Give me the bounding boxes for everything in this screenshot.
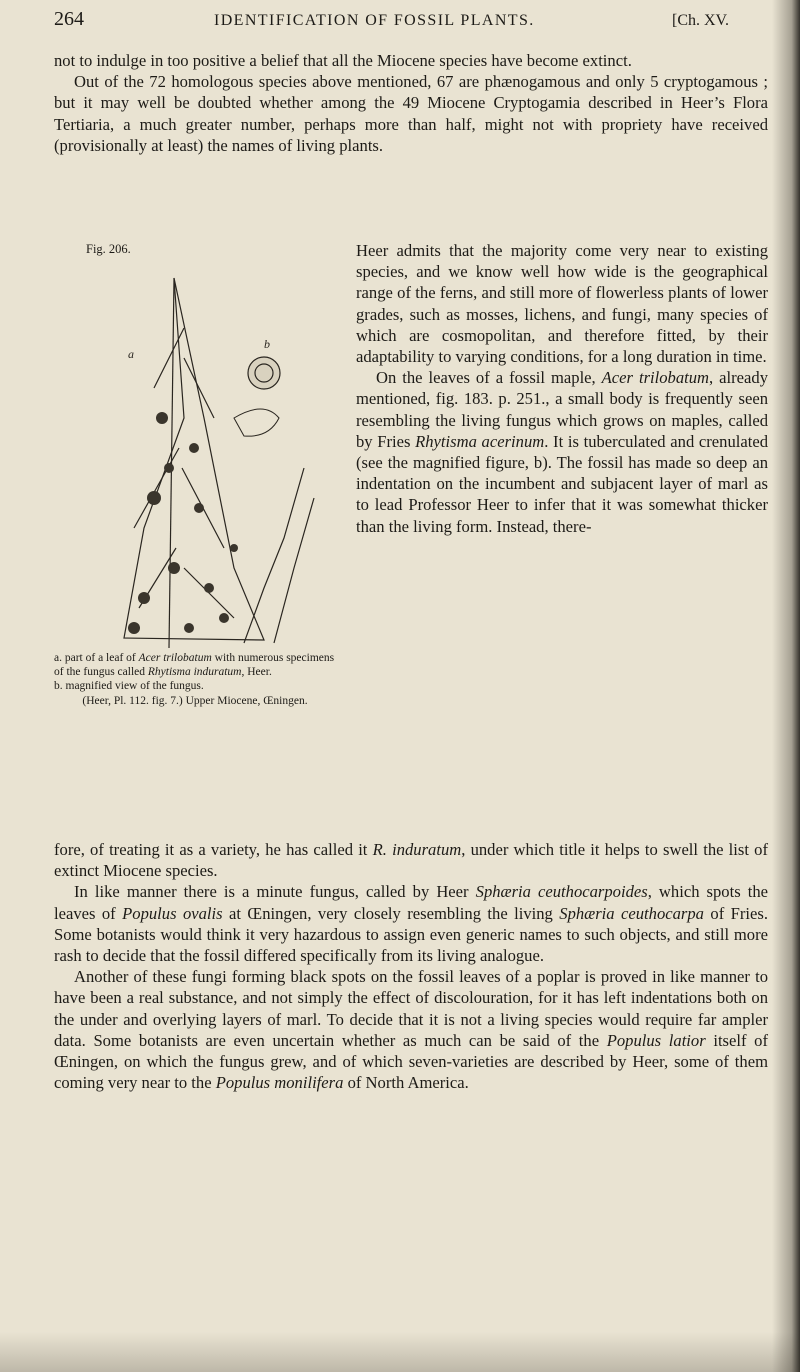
- paragraph-3-tail: fore, of treating it as a variety, he has called it R. induratum, under which title it helps to swell the list of extinct Miocene species.: [54, 840, 768, 881]
- caption-source: (Heer, Pl. 112. fig. 7.) Upper Miocene, Œningen.: [82, 695, 308, 708]
- chapter-label: [Ch. XV.: [672, 12, 730, 29]
- paragraph-2-wrap: Heer admits that the majority come very near to existing species, and we know well how wide is the geographical range of the ferns, and still more of flowerless plants of lower grades, such as mosses, lichens, and fungi, many species of which are cosmopolitan, and therefore fitted, by their adaptability to varying conditions, for a long duration in time.: [356, 241, 768, 367]
- page-bottom-shadow: [0, 1332, 800, 1372]
- fungus-leaf-illustration: [114, 268, 324, 673]
- opening-paragraph: [54, 50, 768, 156]
- figure-206: [54, 232, 336, 792]
- paragraph-4: In like manner there is a minute fungus, called by Heer Sphæria ceuthocarpoides, which spots the leaves of Populus ovalis at Œningen, very closely resembling the living Sphæria ceuthocarpa of Fries. Some botanists would think it very hazardous to assign even generic names to such objects, and still more rash to decide that the fossil differed specifically from its living analogue.: [54, 882, 769, 966]
- mark-b: b: [264, 337, 270, 351]
- page-edge-shadow: [772, 0, 800, 1372]
- paragraph-2: Out of the 72 homologous species above mentioned, 67 are phænogamous and only 5 cryptogamous ; but it may well be doubted whether among the 49 Miocene Cryptogamia described in Heer’s Flora Tertiaria, a much greater number, perhaps more than half, might not with propriety have received (provisionally at least) the names of living plants.: [54, 72, 768, 155]
- running-title: IDENTIFICATION OF FOSSIL PLANTS.: [214, 12, 535, 29]
- page-number: 264: [54, 8, 84, 30]
- paragraph-3: On the leaves of a fossil maple, Acer trilobatum, already mentioned, fig. 183. p. 251., a small body is frequently seen resembling the living fungus which grows on maples, called by Fries Rhytisma acerinum. It is tuberculated and crenulated (see the magnified figure, b). The fossil has made so deep an indentation on the incumbent and subjacent layer of marl as to lead Professor Heer to infer that it was somewhat thicker than the living form. Instead, there-: [356, 368, 769, 536]
- mark-a: a: [128, 347, 134, 361]
- running-head: [0, 8, 800, 36]
- paragraph-1: not to indulge in too positive a belief that all the Miocene species have become extinct.: [54, 51, 632, 70]
- continued-text: [54, 839, 768, 1093]
- figure-label: Fig. 206.: [86, 242, 131, 256]
- caption-b: b. magnified view of the fungus.: [54, 679, 204, 692]
- figure-caption: [54, 652, 336, 709]
- wrapped-text-column: [356, 240, 768, 537]
- paragraph-5: Another of these fungi forming black spots on the fossil leaves of a poplar is proved in like manner to have been a real substance, and not simply the effect of discolouration, for it has left indentations both on the under and overlying layers of marl. To decide that it is not a living species would require far ampler data. Some botanists are even uncertain whether as much can be said of the Populus latior itself of Œningen, on which the fungus grew, and of which seven-varieties are described by Heer, some of them coming very near to the Populus monilifera of North America.: [54, 967, 768, 1093]
- caption-a: a. part of a leaf of Acer trilobatum with numerous specimens of the fungus called Rhytisma induratum, Heer.: [54, 652, 335, 678]
